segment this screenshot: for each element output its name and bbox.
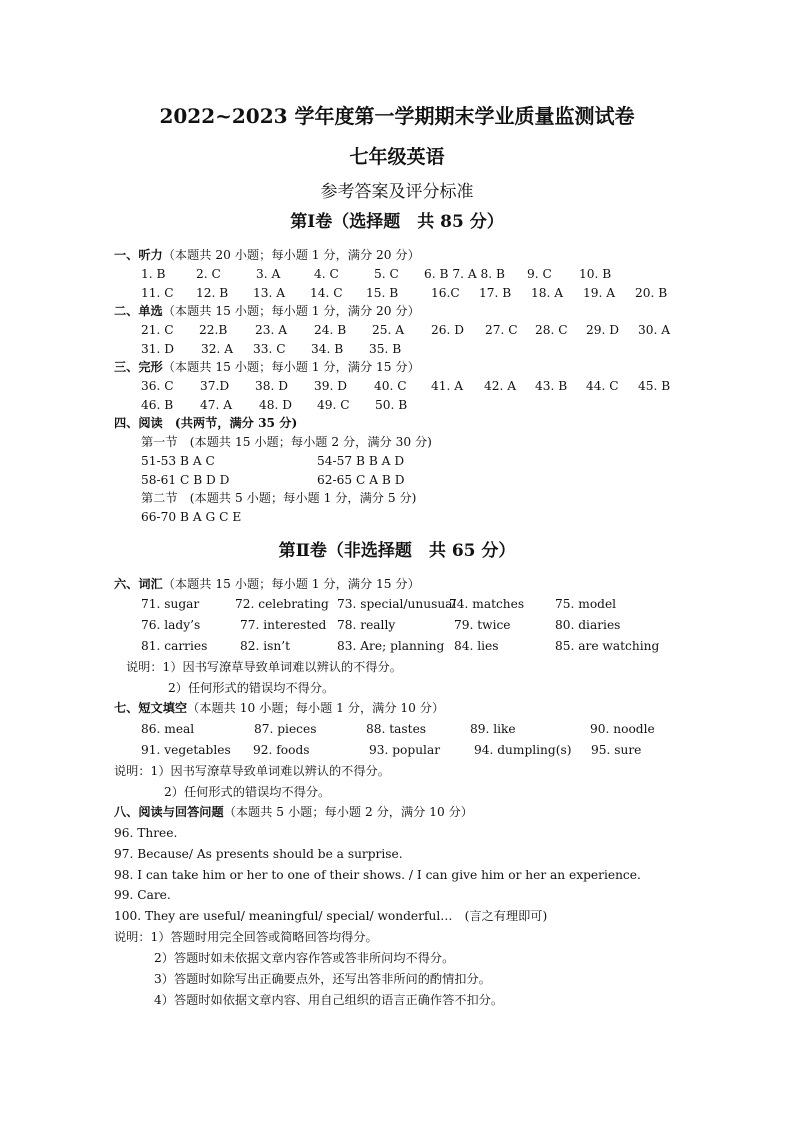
answer: 40. C (374, 379, 407, 393)
answer: 77. interested (240, 618, 327, 632)
answer: 5. C (374, 267, 399, 281)
answer: 96. Three. (114, 826, 178, 840)
answer: 76. lady’s (141, 618, 201, 632)
answer: 35. B (369, 342, 402, 356)
note: 说明：1）因书写潦草导致单词难以辨认的不得分。 (114, 764, 390, 778)
answer: 9. C (527, 267, 552, 281)
answer: 27. C (485, 323, 518, 337)
volume-2-heading: 第Ⅱ卷（非选择题 共 65 分） (278, 541, 516, 561)
section-heading: 七、短文填空 (114, 701, 188, 715)
answer: 36. C (141, 379, 174, 393)
answer: 33. C (253, 342, 286, 356)
answer: 82. isn’t (240, 639, 291, 653)
answer: 43. B (535, 379, 568, 393)
section-heading-row (114, 578, 420, 590)
answer: 48. D (259, 398, 293, 412)
answer: 81. carries (141, 639, 208, 653)
answer: 86. meal (141, 722, 195, 736)
answer: 25. A (372, 323, 405, 337)
section-heading: 三、完形 (114, 360, 163, 374)
answer: 83. Are; planning (337, 639, 445, 653)
answer: 80. diaries (555, 618, 621, 632)
note: 2）答题时如未依据文章内容作答或答非所问均不得分。 (154, 951, 455, 965)
answer: 1. B (141, 267, 166, 281)
answer: 12. B (196, 286, 229, 300)
answer: 75. model (555, 597, 617, 611)
section-desc: （本题共 10 小题；每小题 1 分，满分 10 分） (187, 701, 445, 715)
answer: 62-65 C A B D (317, 473, 405, 487)
answer: 99. Care. (114, 888, 171, 902)
section-heading: 二、单选 (114, 304, 163, 318)
section-heading-row (114, 806, 473, 818)
answer: 2. C (196, 267, 221, 281)
answer: 50. B (375, 398, 408, 412)
answer: 89. like (470, 722, 516, 736)
answer: 16.C (431, 286, 460, 300)
answer: 90. noodle (590, 722, 655, 736)
answer: 44. C (586, 379, 619, 393)
answer: 85. are watching (555, 639, 660, 653)
answer: 100. They are useful/ meaningful/ special/ wonderful… (言之有理即可) (114, 909, 548, 923)
answer: 29. D (586, 323, 620, 337)
answer: 11. C (141, 286, 174, 300)
section-desc: （本题共 5 小题；每小题 2 分，满分 10 分） (223, 805, 473, 819)
answer: 39. D (314, 379, 348, 393)
answer: 91. vegetables (141, 743, 231, 757)
answer: 10. B (579, 267, 612, 281)
answer: 20. B (635, 286, 668, 300)
answer: 30. A (638, 323, 671, 337)
answer: 78. really (337, 618, 396, 632)
answer: 24. B (314, 323, 347, 337)
note: 说明：1）因书写潦草导致单词难以辨认的不得分。 (126, 660, 402, 674)
answer: 54-57 B B A D (317, 454, 405, 468)
answer: 74. matches (449, 597, 525, 611)
answer: 66-70 B A G C E (141, 510, 242, 524)
answer: 6. B 7. A 8. B (424, 267, 505, 281)
section-desc: （本题共 15 小题；每小题 1 分，满分 15 分） (162, 360, 420, 374)
volume-1-heading: 第Ⅰ卷（选择题 共 85 分） (290, 212, 504, 232)
answer: 71. sugar (141, 597, 200, 611)
answer: 34. B (311, 342, 344, 356)
title-line-2: 七年级英语 (349, 146, 445, 168)
answer: 93. popular (369, 743, 441, 757)
answer: 28. C (535, 323, 568, 337)
answer: 73. special/unusual (337, 597, 457, 611)
part-heading: 第二节 (本题共 5 小题；每小题 1 分，满分 5 分) (141, 491, 417, 505)
answer: 4. C (314, 267, 339, 281)
answer: 49. C (317, 398, 350, 412)
answer: 14. C (310, 286, 343, 300)
answer: 72. celebrating (235, 597, 329, 611)
answer: 88. tastes (366, 722, 427, 736)
answer: 17. B (479, 286, 512, 300)
note: 2）任何形式的错误均不得分。 (164, 785, 331, 799)
note: 2）任何形式的错误均不得分。 (168, 681, 335, 695)
section-desc: （本题共 20 小题；每小题 1 分，满分 20 分） (162, 248, 420, 262)
note: 3）答题时如除写出正确要点外，还写出答非所问的酌情扣分。 (154, 972, 491, 986)
answer: 38. D (255, 379, 289, 393)
title-line-1: 2022~2023 学年度第一学期期末学业质量监测试卷 (159, 104, 635, 128)
answer: 46. B (141, 398, 174, 412)
section-heading: 八、阅读与回答问题 (114, 805, 224, 819)
answer: 21. C (141, 323, 174, 337)
note: 4）答题时如依据文章内容、用自己组织的语言正确作答不扣分。 (154, 993, 504, 1007)
answer: 37.D (200, 379, 230, 393)
title-line-3: 参考答案及评分标准 (320, 182, 474, 202)
answer: 87. pieces (254, 722, 317, 736)
answer: 3. A (256, 267, 281, 281)
answer: 26. D (431, 323, 465, 337)
note: 说明：1）答题时用完全回答或简略回答均得分。 (114, 930, 378, 944)
section-heading-row (114, 305, 420, 317)
answer: 95. sure (591, 743, 642, 757)
answer: 51-53 B A C (141, 454, 215, 468)
answer: 22.B (199, 323, 228, 337)
section-heading: 一、听力 (114, 248, 163, 262)
answer: 92. foods (253, 743, 310, 757)
section-heading: 四、阅读 (共两节，满分 35 分) (114, 416, 298, 430)
answer: 41. A (431, 379, 464, 393)
answer: 13. A (253, 286, 286, 300)
answer: 15. B (366, 286, 399, 300)
section-heading: 六、词汇 (114, 577, 163, 591)
answer: 47. A (200, 398, 233, 412)
answer: 18. A (531, 286, 564, 300)
answer: 84. lies (454, 639, 499, 653)
answer: 31. D (141, 342, 175, 356)
section-desc: （本题共 15 小题；每小题 1 分，满分 15 分） (162, 577, 420, 591)
answer: 97. Because/ As presents should be a surprise. (114, 847, 403, 861)
answer: 58-61 C B D D (141, 473, 230, 487)
answer: 98. I can take him or her to one of their shows. / I can give him or her an experience. (114, 868, 641, 882)
answer: 79. twice (454, 618, 511, 632)
answer: 32. A (201, 342, 234, 356)
answer: 19. A (583, 286, 616, 300)
answer: 45. B (638, 379, 671, 393)
answer: 23. A (255, 323, 288, 337)
section-desc: （本题共 15 小题；每小题 1 分，满分 20 分） (162, 304, 420, 318)
section-heading-row (114, 361, 420, 373)
answer: 42. A (484, 379, 517, 393)
answer: 94. dumpling(s) (474, 743, 572, 757)
section-heading-row (114, 249, 420, 261)
part-heading: 第一节 (本题共 15 小题；每小题 2 分，满分 30 分) (141, 435, 432, 449)
section-heading-row (114, 702, 444, 714)
